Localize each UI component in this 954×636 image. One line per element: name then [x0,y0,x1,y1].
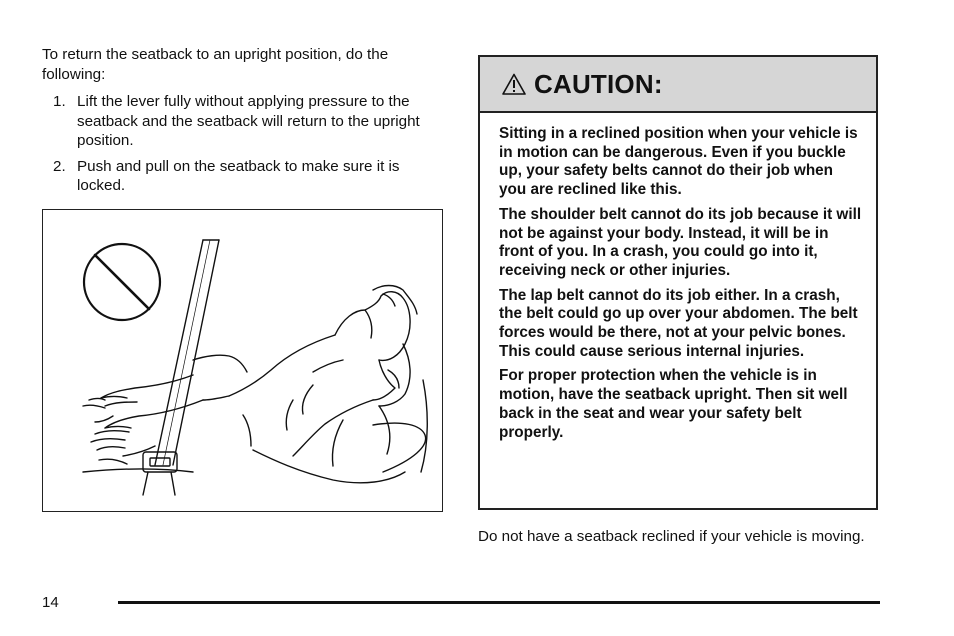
step-text: Lift the lever fully without applying pressure to the seatback and the seatback will return to the upright position. [77,93,420,149]
caution-body [480,113,876,442]
caution-paragraph: Sitting in a reclined position when your vehicle is in motion can be dangerous. Even if you buckle up, your safety belts cannot do their job when you are reclined like this. [499,125,858,199]
passenger-body-drawing [193,335,426,483]
shoulder-belt-drawing [155,240,219,465]
passenger-hands-drawing [83,375,203,464]
caution-paragraph: For proper protection when the vehicle is in motion, have the seatback upright. Then sit well back in the seat and wear your safety belt properly. [499,367,848,441]
step-number: 2. [53,157,66,175]
caution-header [480,57,876,113]
caution-box [478,55,878,510]
closing-text: Do not have a seatback reclined if your vehicle is moving. [478,528,865,545]
caution-paragraph: The lap belt cannot do its job either. In a crash, the belt could go up over your abdomen. The belt forces would be there, not at your pelvic bones. This could cause serious internal injuries. [499,286,858,360]
intro-text: To return the seatback to an upright position, do the following: [42,46,389,83]
caution-title: CAUTION: [534,68,663,99]
no-sign-icon [84,244,160,320]
warning-triangle-icon [502,73,526,95]
footer-rule [118,601,880,604]
page-number: 14 [42,594,59,611]
list-item [42,157,447,196]
caution-paragraph: The shoulder belt cannot do its job because it will not be against your body. Instead, it will be in front of you. In a crash, you could go into it, receiving neck or other injuries. [499,205,862,279]
seat-drawing [83,380,427,472]
list-item [42,92,447,151]
reclined-seat-illustration [42,209,443,512]
step-text: Push and pull on the seatback to make sure it is locked. [77,157,400,194]
step-number: 1. [53,93,66,110]
buckle-drawing [143,452,177,495]
passenger-head-drawing [335,286,417,407]
steps-list [42,92,447,202]
